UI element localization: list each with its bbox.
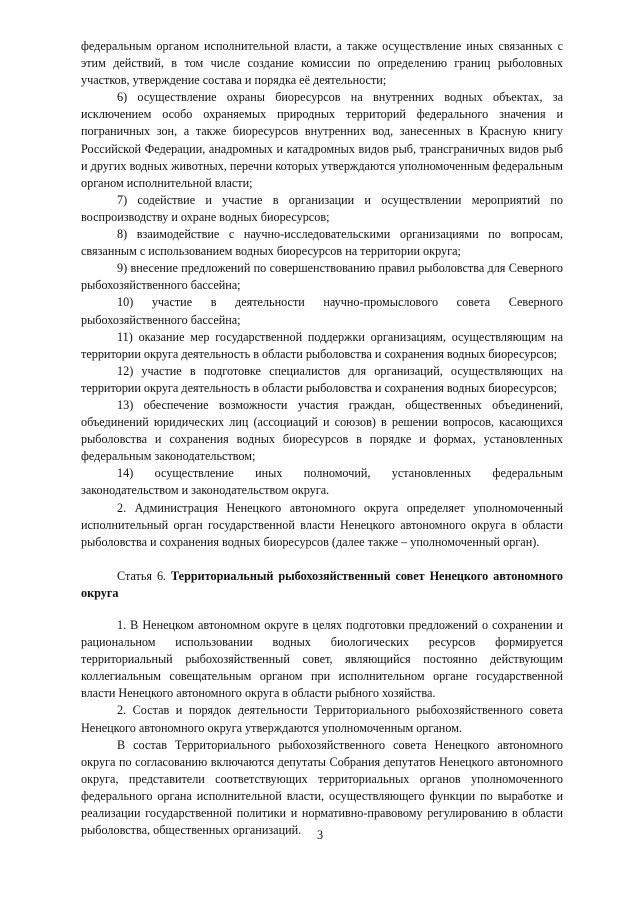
list-item-14: 14) осуществление иных полномочий, установленных федеральным законодательством и законодательством округа. [81, 466, 563, 498]
list-item-11: 11) оказание мер государственной поддержки организациям, осуществляющим на территории округа деятельность в области рыболовства и сохранения водных биоресурсов; [81, 329, 563, 361]
list-item-8: 8) взаимодействие с научно-исследовательскими организациями по вопросам, связанным с использованием водных биоресурсов на территории округа; [81, 227, 563, 259]
list-item-7: 7) содействие и участие в организации и осуществлении мероприятий по воспроизводству и охране водных биоресурсов; [81, 192, 563, 224]
list-item-10: 10) участие в деятельности научно-промыслового совета Северного рыбохозяйственного бассейна; [81, 295, 563, 327]
article-paragraph-1: 1. В Ненецком автономном округе в целях подготовки предложений о сохранении и рациональном использовании водных биологических ресурсов формируется территориальный рыбохозяйственный совет, являющийся постоянно действующим коллегиальным совещательным органом при исполнительном органе государственной власти Ненецкого автономного округа в области рыбного хозяйства. [81, 618, 563, 701]
article-title: Территориальный рыбохозяйственный совет Ненецкого автономного округа [81, 568, 564, 600]
document-page [81, 38, 563, 839]
paragraph-2: 2. Администрация Ненецкого автономного округа определяет уполномоченный исполнительный орган государственной власти Ненецкого автономного округа в области рыболовства и сохранения водных биоресурсов (далее также – уполномоченный орган). [81, 500, 563, 549]
article-paragraph-2: 2. Состав и порядок деятельности Территориального рыбохозяйственного совета Ненецкого автономного округа утверждаются уполномоченным органом. [81, 703, 563, 735]
list-item-6: 6) осуществление охраны биоресурсов на внутренних водных объектах, за исключением особо охраняемых природных территорий федерального значения и пограничных зон, а также биоресурсов внутренних вод, занесенных в Красную книгу Российской Федерации, анадромных и катадромных видов рыб, трансграничных видов рыб и других водных животных, перечни которых утверждаются уполномоченным федеральным органом исполнительной власти; [81, 90, 563, 190]
article-heading [81, 568, 563, 602]
list-item-9: 9) внесение предложений по совершенствованию правил рыболовства для Северного рыбохозяйственного бассейна; [81, 261, 563, 293]
list-item-12: 12) участие в подготовке специалистов для организаций, осуществляющих на территории округа деятельность в области рыболовства и сохранения водных биоресурсов; [81, 363, 563, 395]
article-paragraph-3: В состав Территориального рыбохозяйственного совета Ненецкого автономного округа по согласованию включаются депутаты Собрания депутатов Ненецкого автономного округа, представители соответствующих территориальных органов уполномоченного федерального органа исполнительной власти, осуществляющего функции по выработке и реализации государственной политики и нормативно-правовому регулированию в области рыболовства, общественных организаций. [81, 737, 563, 838]
paragraph-continuation: федеральным органом исполнительной власти, а также осуществление иных связанных с этим действий, в том числе создание комиссии по определению границ рыболовных участков, утверждение состава и порядка её деятельности; [81, 39, 563, 88]
list-item-13: 13) обеспечение возможности участия граждан, общественных объединений, объединений юридических лиц (ассоциаций и союзов) в решении вопросов, касающихся рыболовства и сохранения водных биоресурсов в порядке и формах, установленных федеральным законодательством; [81, 397, 563, 464]
article-prefix: Статья 6. [117, 568, 167, 583]
page-number: 3 [316, 828, 324, 842]
